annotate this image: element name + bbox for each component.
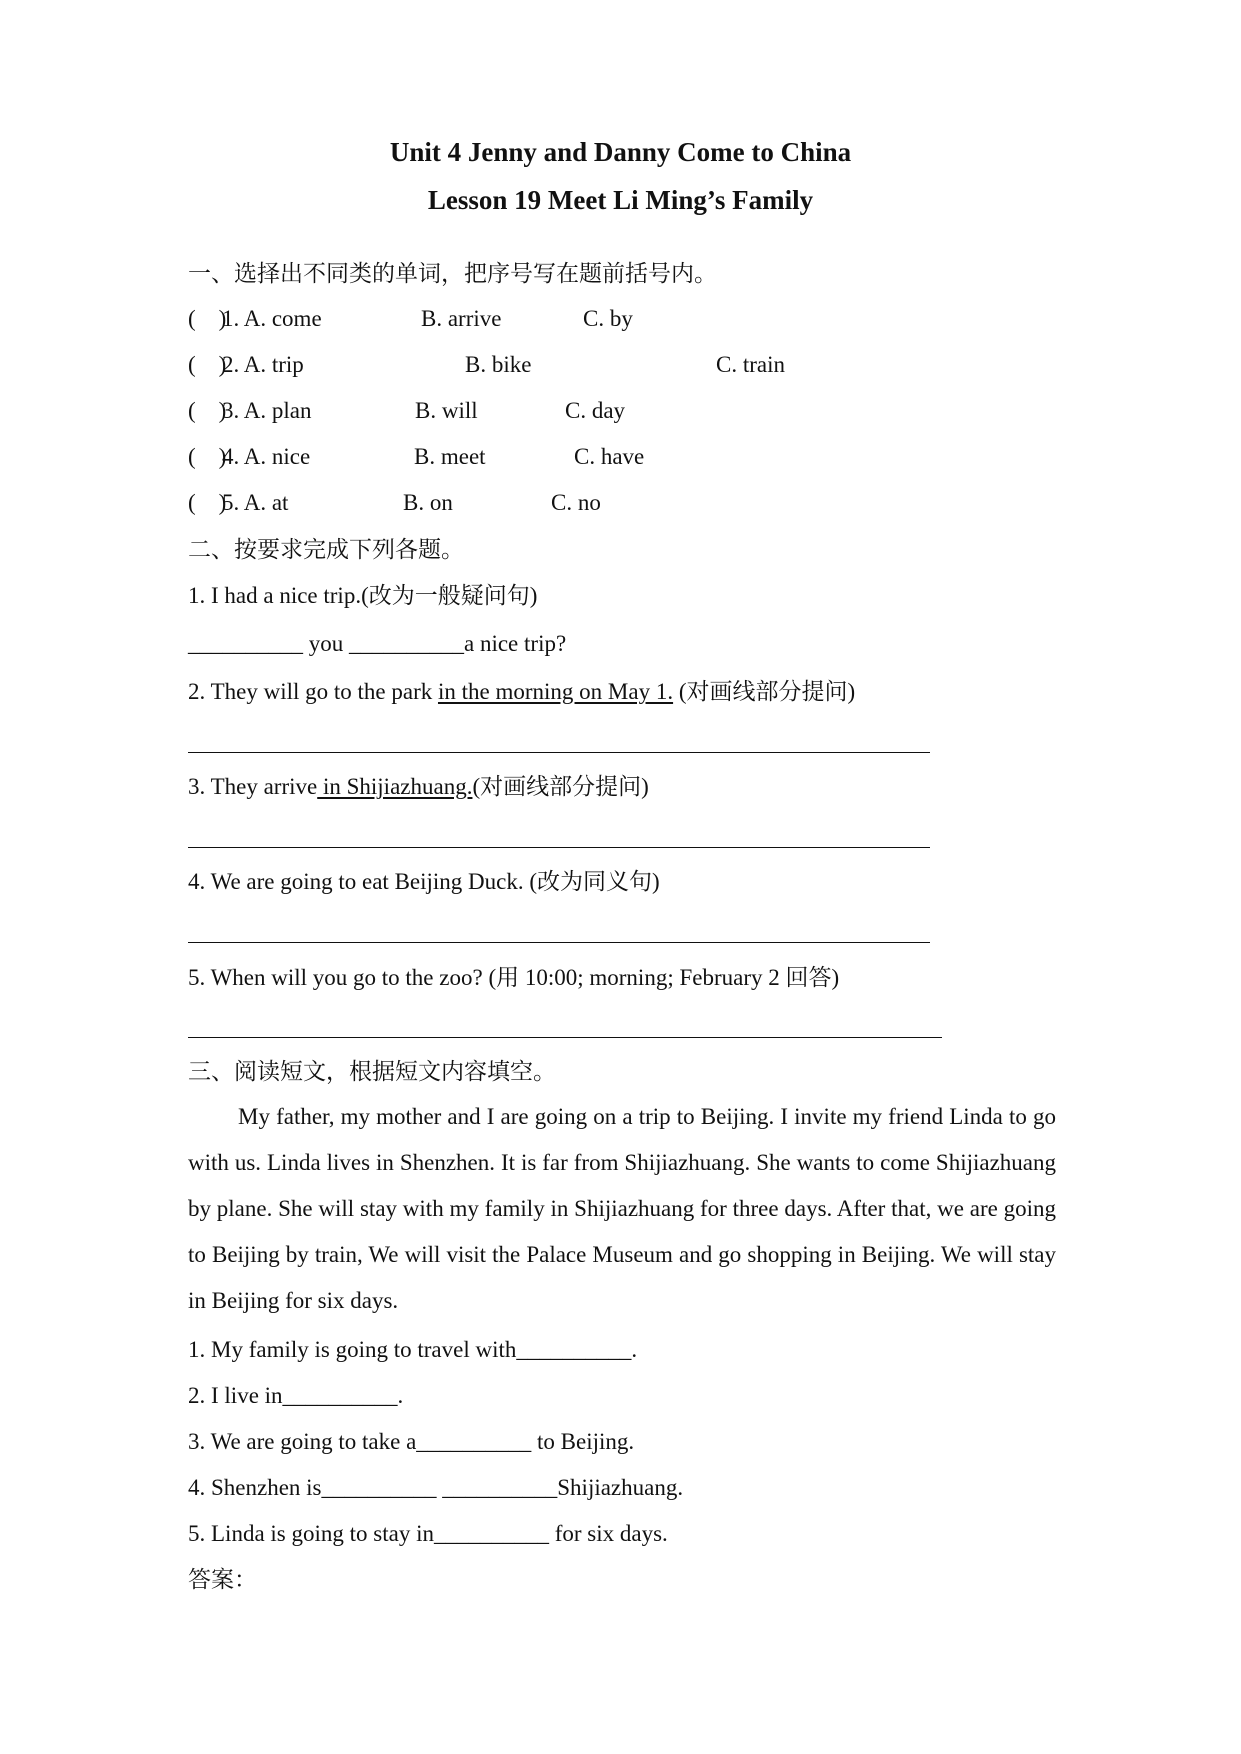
option-b: B. will xyxy=(415,398,478,423)
section2-question-1: 1. I had a nice trip.(改为一般疑问句) xyxy=(188,583,538,608)
option-a: 1. A. come xyxy=(222,306,322,331)
option-b: B. arrive xyxy=(421,306,502,331)
section3-question-3: 3. We are going to take a__________ to Beijing. xyxy=(188,1429,635,1454)
option-a: 3. A. plan xyxy=(222,398,312,423)
unit-title: Unit 4 Jenny and Danny Come to China xyxy=(389,137,852,167)
section2-question-3: 3. They arrive in Shijiazhuang.(对画线部分提问) xyxy=(188,774,649,799)
answer-line xyxy=(188,1037,942,1038)
reading-passage: My father, my mother and I are going on a trip to Beijing. I invite my friend Linda to go with us. Linda lives in Shenzhen. It is far from Shijiazhuang. She wants to come Shijiazhuang by plane. She will stay with my family in Shijiazhuang for three days. After that, we are going to Beijing by train, We will visit the Palace Museum and go shopping in Beijing. We will stay in Beijing for six days. xyxy=(188,1104,1056,1313)
answer-label: 答案： xyxy=(188,1567,257,1592)
section3-heading: 三、阅读短文，根据短文内容填空。 xyxy=(188,1059,556,1084)
answer-bracket: ( ) xyxy=(188,444,227,469)
section2-question-4: 4. We are going to eat Beijing Duck. (改为同义句) xyxy=(188,869,660,894)
option-b: B. bike xyxy=(465,352,532,377)
underlined-phrase: in Shijiazhuang. xyxy=(317,774,473,799)
option-a: 4. A. nice xyxy=(222,444,311,469)
section3-question-2: 2. I live in__________. xyxy=(188,1383,404,1408)
answer-bracket: ( ) xyxy=(188,398,227,423)
option-a: 2. A. trip xyxy=(222,352,304,377)
lesson-title: Lesson 19 Meet Li Ming’s Family xyxy=(427,185,814,215)
answer-line xyxy=(188,752,930,753)
option-b: B. on xyxy=(403,490,453,515)
underlined-phrase: in the morning on May 1. xyxy=(437,679,674,704)
answer-line xyxy=(188,847,930,848)
answer-bracket: ( ) xyxy=(188,352,227,377)
section2-question-5: 5. When will you go to the zoo? (用 10:00; morning; February 2 回答) xyxy=(188,965,840,990)
section3-question-4: 4. Shenzhen is__________ __________Shijiazhuang. xyxy=(188,1475,684,1500)
answer-line xyxy=(188,942,930,943)
answer-bracket: ( ) xyxy=(188,306,227,331)
option-c: C. have xyxy=(574,444,645,469)
option-c: C. day xyxy=(565,398,626,423)
section3-question-5: 5. Linda is going to stay in__________ for six days. xyxy=(188,1521,668,1546)
option-c: C. train xyxy=(716,352,785,377)
section2-answer-1: __________ you __________a nice trip? xyxy=(188,631,567,656)
option-a: 5. A. at xyxy=(222,490,289,515)
option-b: B. meet xyxy=(414,444,486,469)
option-c: C. no xyxy=(551,490,601,515)
section3-question-1: 1. My family is going to travel with__________. xyxy=(188,1337,638,1362)
option-c: C. by xyxy=(583,306,633,331)
section2-heading: 二、按要求完成下列各题。 xyxy=(188,537,464,562)
answer-bracket: ( ) xyxy=(188,490,227,515)
section1-heading: 一、选择出不同类的单词，把序号写在题前括号内。 xyxy=(188,261,717,286)
section2-question-2: 2. They will go to the park in the morning on May 1. (对画线部分提问) xyxy=(188,679,856,704)
